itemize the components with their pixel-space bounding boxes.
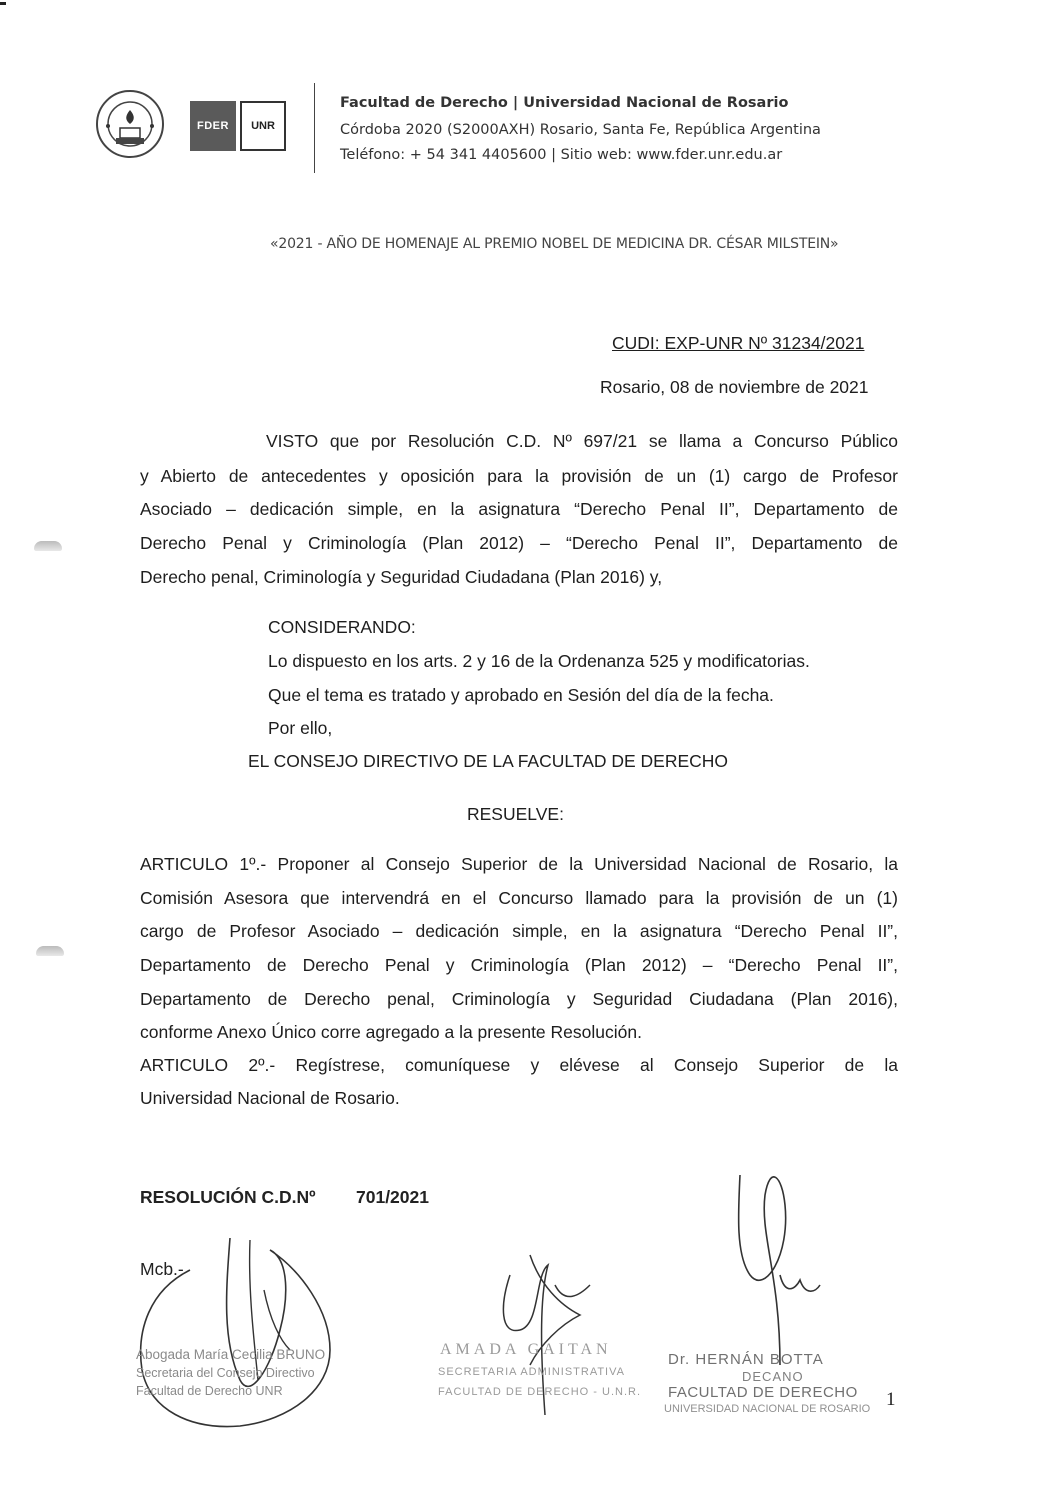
cudi-reference: CUDI: EXP-UNR Nº 31234/2021 bbox=[612, 333, 865, 353]
signatory-left-name: Abogada María Cecilia BRUNO bbox=[136, 1347, 326, 1362]
institution-contact: Teléfono: + 54 341 4405600 | Sitio web: www.fder.unr.edu.ar bbox=[340, 147, 783, 163]
considerando-line: Lo dispuesto en los arts. 2 y 16 de la Ordenanza 525 y modificatorias. bbox=[268, 651, 810, 671]
council-heading: EL CONSEJO DIRECTIVO DE LA FACULTAD DE DERECHO bbox=[248, 751, 729, 771]
punch-hole bbox=[36, 946, 64, 956]
visto-line: Derecho penal, Criminología y Seguridad Ciudadana (Plan 2016) y, bbox=[140, 567, 663, 587]
resuelve-heading: RESUELVE: bbox=[467, 804, 564, 824]
resolution-number: 701/2021 bbox=[356, 1187, 429, 1207]
visto-line: Asociado – dedicación simple, en la asignatura “Derecho Penal II”, Departamento de bbox=[140, 499, 898, 519]
institution-address: Córdoba 2020 (S2000AXH) Rosario, Santa Fe, República Argentina bbox=[340, 122, 821, 138]
considerando-label: CONSIDERANDO: bbox=[268, 617, 416, 637]
document-date: Rosario, 08 de noviembre de 2021 bbox=[600, 377, 869, 397]
articulo-1-line: cargo de Profesor Asociado – dedicación simple, en la asignatura “Derecho Penal II”, bbox=[140, 921, 898, 941]
signatory-right-university: UNIVERSIDAD NACIONAL DE ROSARIO bbox=[664, 1403, 871, 1415]
signature-right bbox=[720, 1165, 840, 1375]
year-motto: «2021 - AÑO DE HOMENAJE AL PREMIO NOBEL DE MEDICINA DR. CÉSAR MILSTEIN» bbox=[270, 236, 839, 252]
university-seal-icon bbox=[94, 86, 166, 162]
signatory-left-role: Secretaria del Consejo Directivo bbox=[136, 1366, 315, 1380]
institution-name: Facultad de Derecho | Universidad Nacional de Rosario bbox=[340, 95, 789, 111]
page-number: 1 bbox=[886, 1389, 896, 1410]
articulo-1-line: Departamento de Derecho penal, Criminología y Seguridad Ciudadana (Plan 2016), bbox=[140, 989, 898, 1009]
resolution-label: RESOLUCIÓN C.D.Nº bbox=[140, 1187, 316, 1207]
considerando-line: Que el tema es tratado y aprobado en Sesión del día de la fecha. bbox=[268, 685, 774, 705]
signatory-right-org: FACULTAD DE DERECHO bbox=[668, 1384, 858, 1401]
articulo-1-line: ARTICULO 1º.- Proponer al Consejo Superior de la Universidad Nacional de Rosario, la bbox=[140, 854, 898, 874]
header-divider bbox=[314, 83, 315, 173]
visto-line: Derecho Penal y Criminología (Plan 2012) – “Derecho Penal II”, Departamento de bbox=[140, 533, 898, 553]
signatory-right-name: Dr. HERNÁN BOTTA bbox=[668, 1351, 824, 1368]
articulo-1-line: Departamento de Derecho Penal y Criminología (Plan 2012) – “Derecho Penal II”, bbox=[140, 955, 898, 975]
signatory-center-role: SECRETARIA ADMINISTRATIVA bbox=[438, 1366, 625, 1378]
fder-logo: FDER bbox=[190, 101, 236, 151]
punch-hole bbox=[34, 541, 62, 551]
visto-line: y Abierto de antecedentes y oposición para la provisión de un (1) cargo de Profesor bbox=[140, 466, 898, 486]
signatory-right-role: DECANO bbox=[742, 1369, 804, 1384]
considerando-line: Por ello, bbox=[268, 718, 333, 738]
signatory-left-org: Facultad de Derecho UNR bbox=[136, 1384, 283, 1398]
signatory-center-name: AMADA GAITAN bbox=[440, 1341, 612, 1358]
signatory-center-org: FACULTAD DE DERECHO - U.N.R. bbox=[438, 1386, 641, 1398]
articulo-2-line: Universidad Nacional de Rosario. bbox=[140, 1088, 400, 1108]
articulo-1-line: conforme Anexo Único corre agregado a la presente Resolución. bbox=[140, 1022, 642, 1042]
corner-mark bbox=[0, 2, 6, 5]
unr-logo: UNR bbox=[240, 101, 286, 151]
author-initials: Mcb.- bbox=[140, 1259, 184, 1279]
visto-line: VISTO que por Resolución C.D. Nº 697/21 se llama a Concurso Público bbox=[266, 431, 898, 451]
articulo-2-line: ARTICULO 2º.- Regístrese, comuníquese y elévese al Consejo Superior de la bbox=[140, 1055, 898, 1075]
articulo-1-line: Comisión Asesora que intervendrá en el Concurso llamado para la provisión de un (1) bbox=[140, 888, 898, 908]
